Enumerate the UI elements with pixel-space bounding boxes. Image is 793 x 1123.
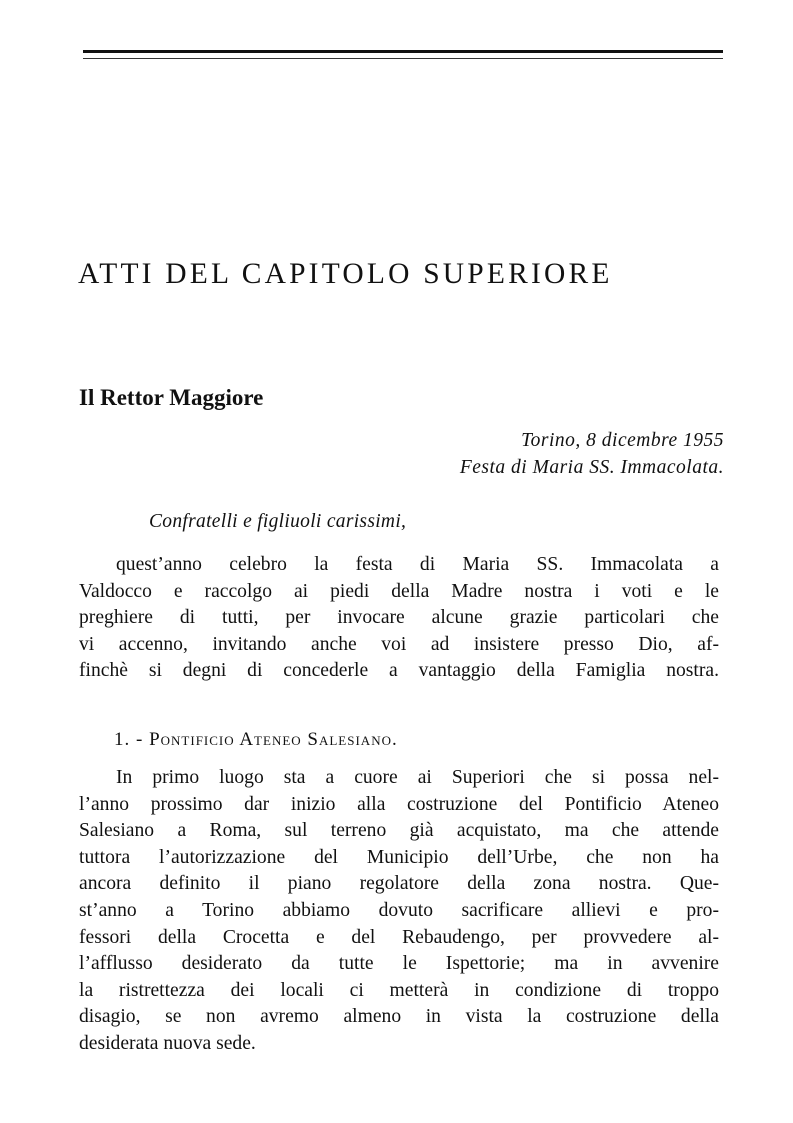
paragraph-ateneo [79,765,719,1058]
paragraph-line: ancora definito il piano regolatore della zona nostra. Que- [79,873,719,895]
paragraph-line: Salesiano a Roma, sul terreno già acquistato, ma che attende [79,820,719,842]
paragraph-line: quest’anno celebro la festa di Maria SS. Immacolata a [116,554,719,575]
paragraph-line: fessori della Crocetta e del Rebaudengo, per provvedere al- [79,926,719,948]
paragraph-line: tuttora l’autorizzazione del Municipio dell’Urbe, che non ha [79,846,719,868]
paragraph-line: finchè si degni di concederle a vantaggio della Famiglia nostra. [79,660,719,682]
paragraph-line: desiderata nuova sede. [79,1032,256,1054]
paragraph-line: l’anno prossimo dar inizio alla costruzione del Pontificio Ateneo [79,793,719,815]
paragraph-line: Valdocco e raccolgo ai piedi della Madre nostra i voti e le [79,580,719,602]
paragraph-line: st’anno a Torino abbiamo dovuto sacrificare allievi e pro- [79,899,719,921]
salutation: Confratelli e figliuoli carissimi, [149,511,407,532]
paragraph-line: la ristrettezza dei locali ci metterà in condizione di troppo [79,979,719,1001]
paragraph-line: vi accenno, invitando anche voi ad insistere presso Dio, af- [79,633,719,655]
paragraph-intro [79,552,719,685]
top-rule-thin [83,58,723,59]
top-rule-thick [83,50,723,53]
paragraph-line: disagio, se non avremo almeno in vista la costruzione della [79,1006,719,1028]
dateline-feast: Festa di Maria SS. Immacolata. [459,457,724,478]
section-heading: Il Rettor Maggiore [79,385,264,410]
paragraph-line: l’afflusso desiderato da tutte le Ispettorie; ma in avvenire [79,953,719,975]
subsection-heading: 1. - Pontificio Ateneo Salesiano. [114,729,398,750]
paragraph-line: preghiere di tutti, per invocare alcune grazie particolari che [79,607,719,629]
dateline [460,427,724,481]
page-title: ATTI DEL CAPITOLO SUPERIORE [78,258,613,290]
dateline-place-date: Torino, 8 dicembre 1955 [521,430,724,451]
paragraph-line: In primo luogo sta a cuore ai Superiori che si possa nel- [116,767,719,788]
